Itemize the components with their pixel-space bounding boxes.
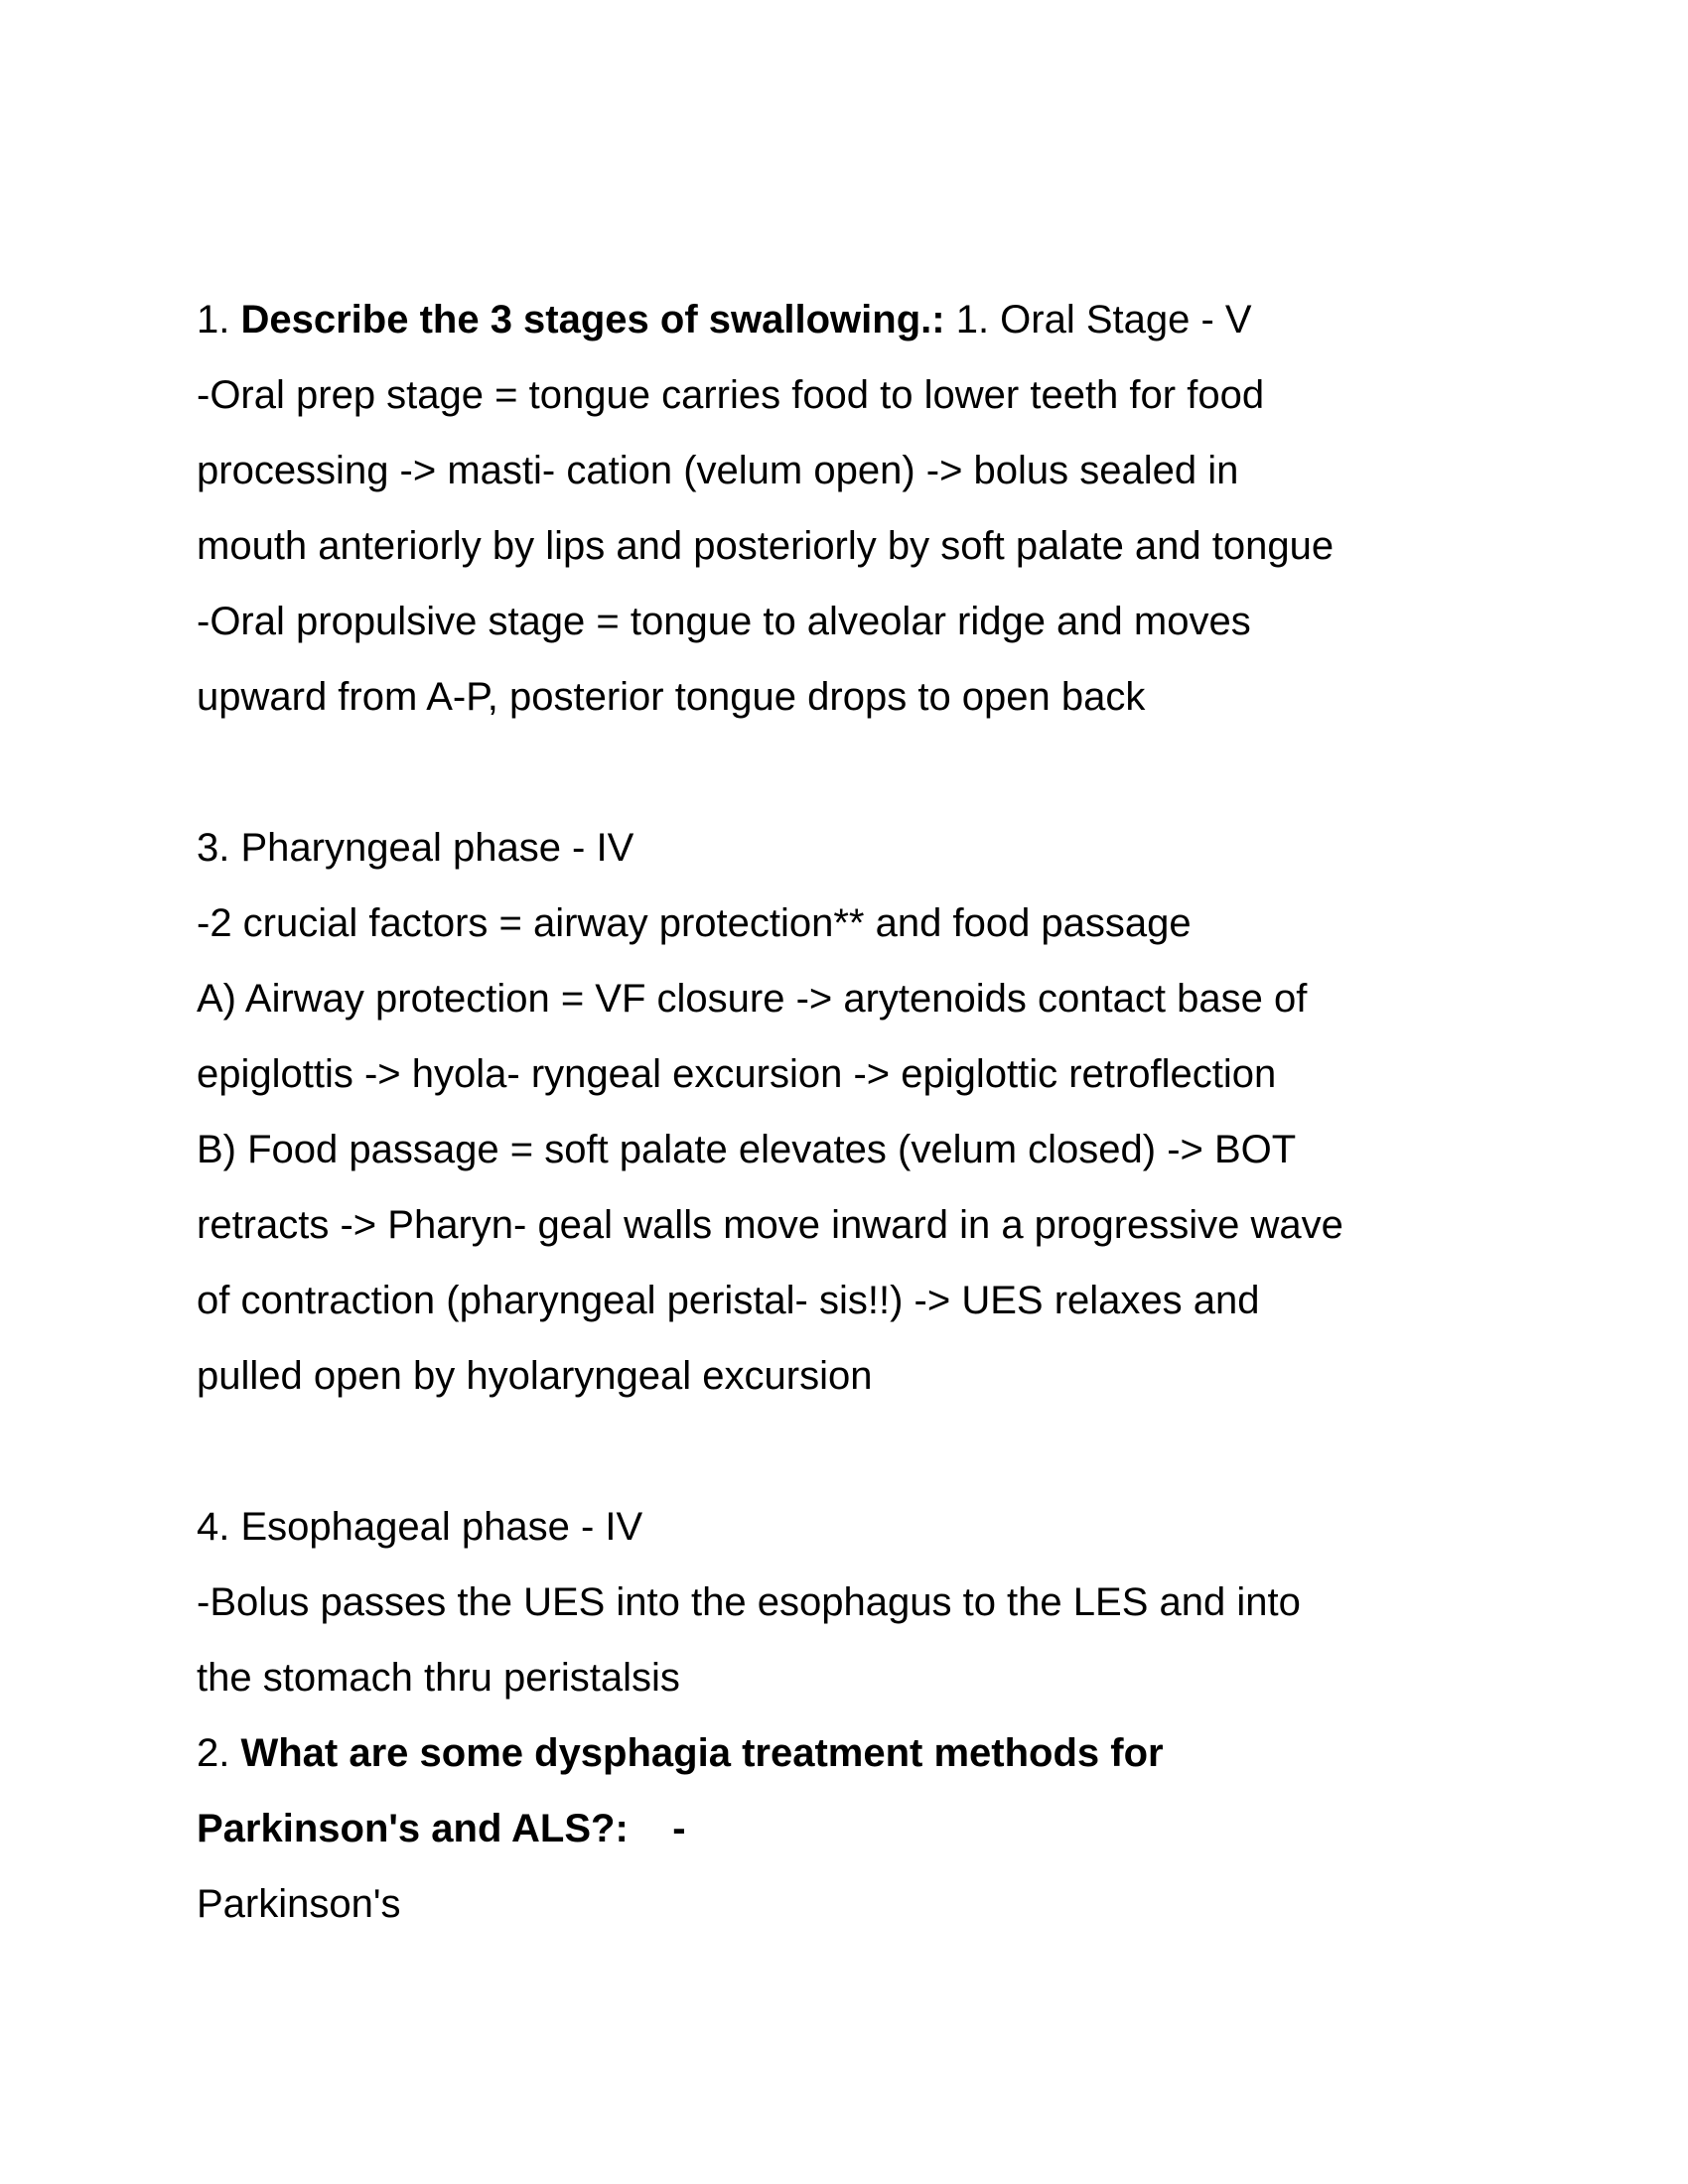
text-line <box>197 1866 1343 1942</box>
answer-text: retracts -> Pharyn- geal walls move inward in a progressive wave <box>197 1203 1343 1247</box>
answer-text: -Oral prep stage = tongue carries food to lower teeth for food <box>197 373 1265 417</box>
answer-text: epiglottis -> hyola- ryngeal excursion -> epiglottic retroflection <box>197 1052 1277 1096</box>
answer-text: the stomach thru peristalsis <box>197 1656 680 1700</box>
text-line <box>197 1338 1343 1414</box>
text-line <box>197 1187 1343 1263</box>
text-line <box>197 357 1343 433</box>
text-line <box>197 1036 1343 1112</box>
answer-text: 3. Pharyngeal phase - IV <box>197 826 634 870</box>
text-line <box>197 1489 1343 1565</box>
answer-text: A) Airway protection = VF closure -> arytenoids contact base of <box>197 977 1308 1021</box>
text-line <box>197 1565 1343 1640</box>
answer-text: -Bolus passes the UES into the esophagus to the LES and into <box>197 1580 1301 1624</box>
document-page <box>197 282 1343 1942</box>
item-number: 1. <box>197 298 241 341</box>
text-line <box>197 282 1343 357</box>
answer-text: Parkinson's <box>197 1882 401 1926</box>
text-line <box>197 961 1343 1036</box>
answer-text: B) Food passage = soft palate elevates (velum closed) -> BOT <box>197 1128 1297 1171</box>
answer-text: processing -> masti- cation (velum open) -> bolus sealed in <box>197 449 1239 492</box>
text-line <box>197 433 1343 508</box>
question-text: Describe the 3 stages of swallowing.: <box>240 298 945 341</box>
question-text: What are some dysphagia treatment methods for <box>240 1731 1164 1775</box>
answer-text: pulled open by hyolaryngeal excursion <box>197 1354 873 1398</box>
text-line <box>197 659 1343 735</box>
answer-text: 1. Oral Stage - V <box>944 298 1252 341</box>
text-line <box>197 508 1343 584</box>
text-line <box>197 584 1343 659</box>
text-line <box>197 1791 1343 1866</box>
item-number: 2. <box>197 1731 241 1775</box>
text-line <box>197 1414 1343 1489</box>
text-line <box>197 810 1343 886</box>
text-line <box>197 1640 1343 1715</box>
text-line <box>197 1263 1343 1338</box>
answer-text: 4. Esophageal phase - IV <box>197 1505 643 1549</box>
answer-text: upward from A-P, posterior tongue drops to open back <box>197 675 1146 719</box>
question-text: Parkinson's and ALS?: - <box>197 1807 686 1850</box>
answer-text: mouth anteriorly by lips and posteriorly by soft palate and tongue <box>197 524 1335 568</box>
answer-text: -Oral propulsive stage = tongue to alveolar ridge and moves <box>197 600 1251 643</box>
text-line <box>197 1112 1343 1187</box>
answer-text: -2 crucial factors = airway protection** and food passage <box>197 901 1192 945</box>
text-line <box>197 735 1343 810</box>
text-line <box>197 886 1343 961</box>
answer-text: of contraction (pharyngeal peristal- sis!!) -> UES relaxes and <box>197 1279 1260 1322</box>
text-line <box>197 1715 1343 1791</box>
